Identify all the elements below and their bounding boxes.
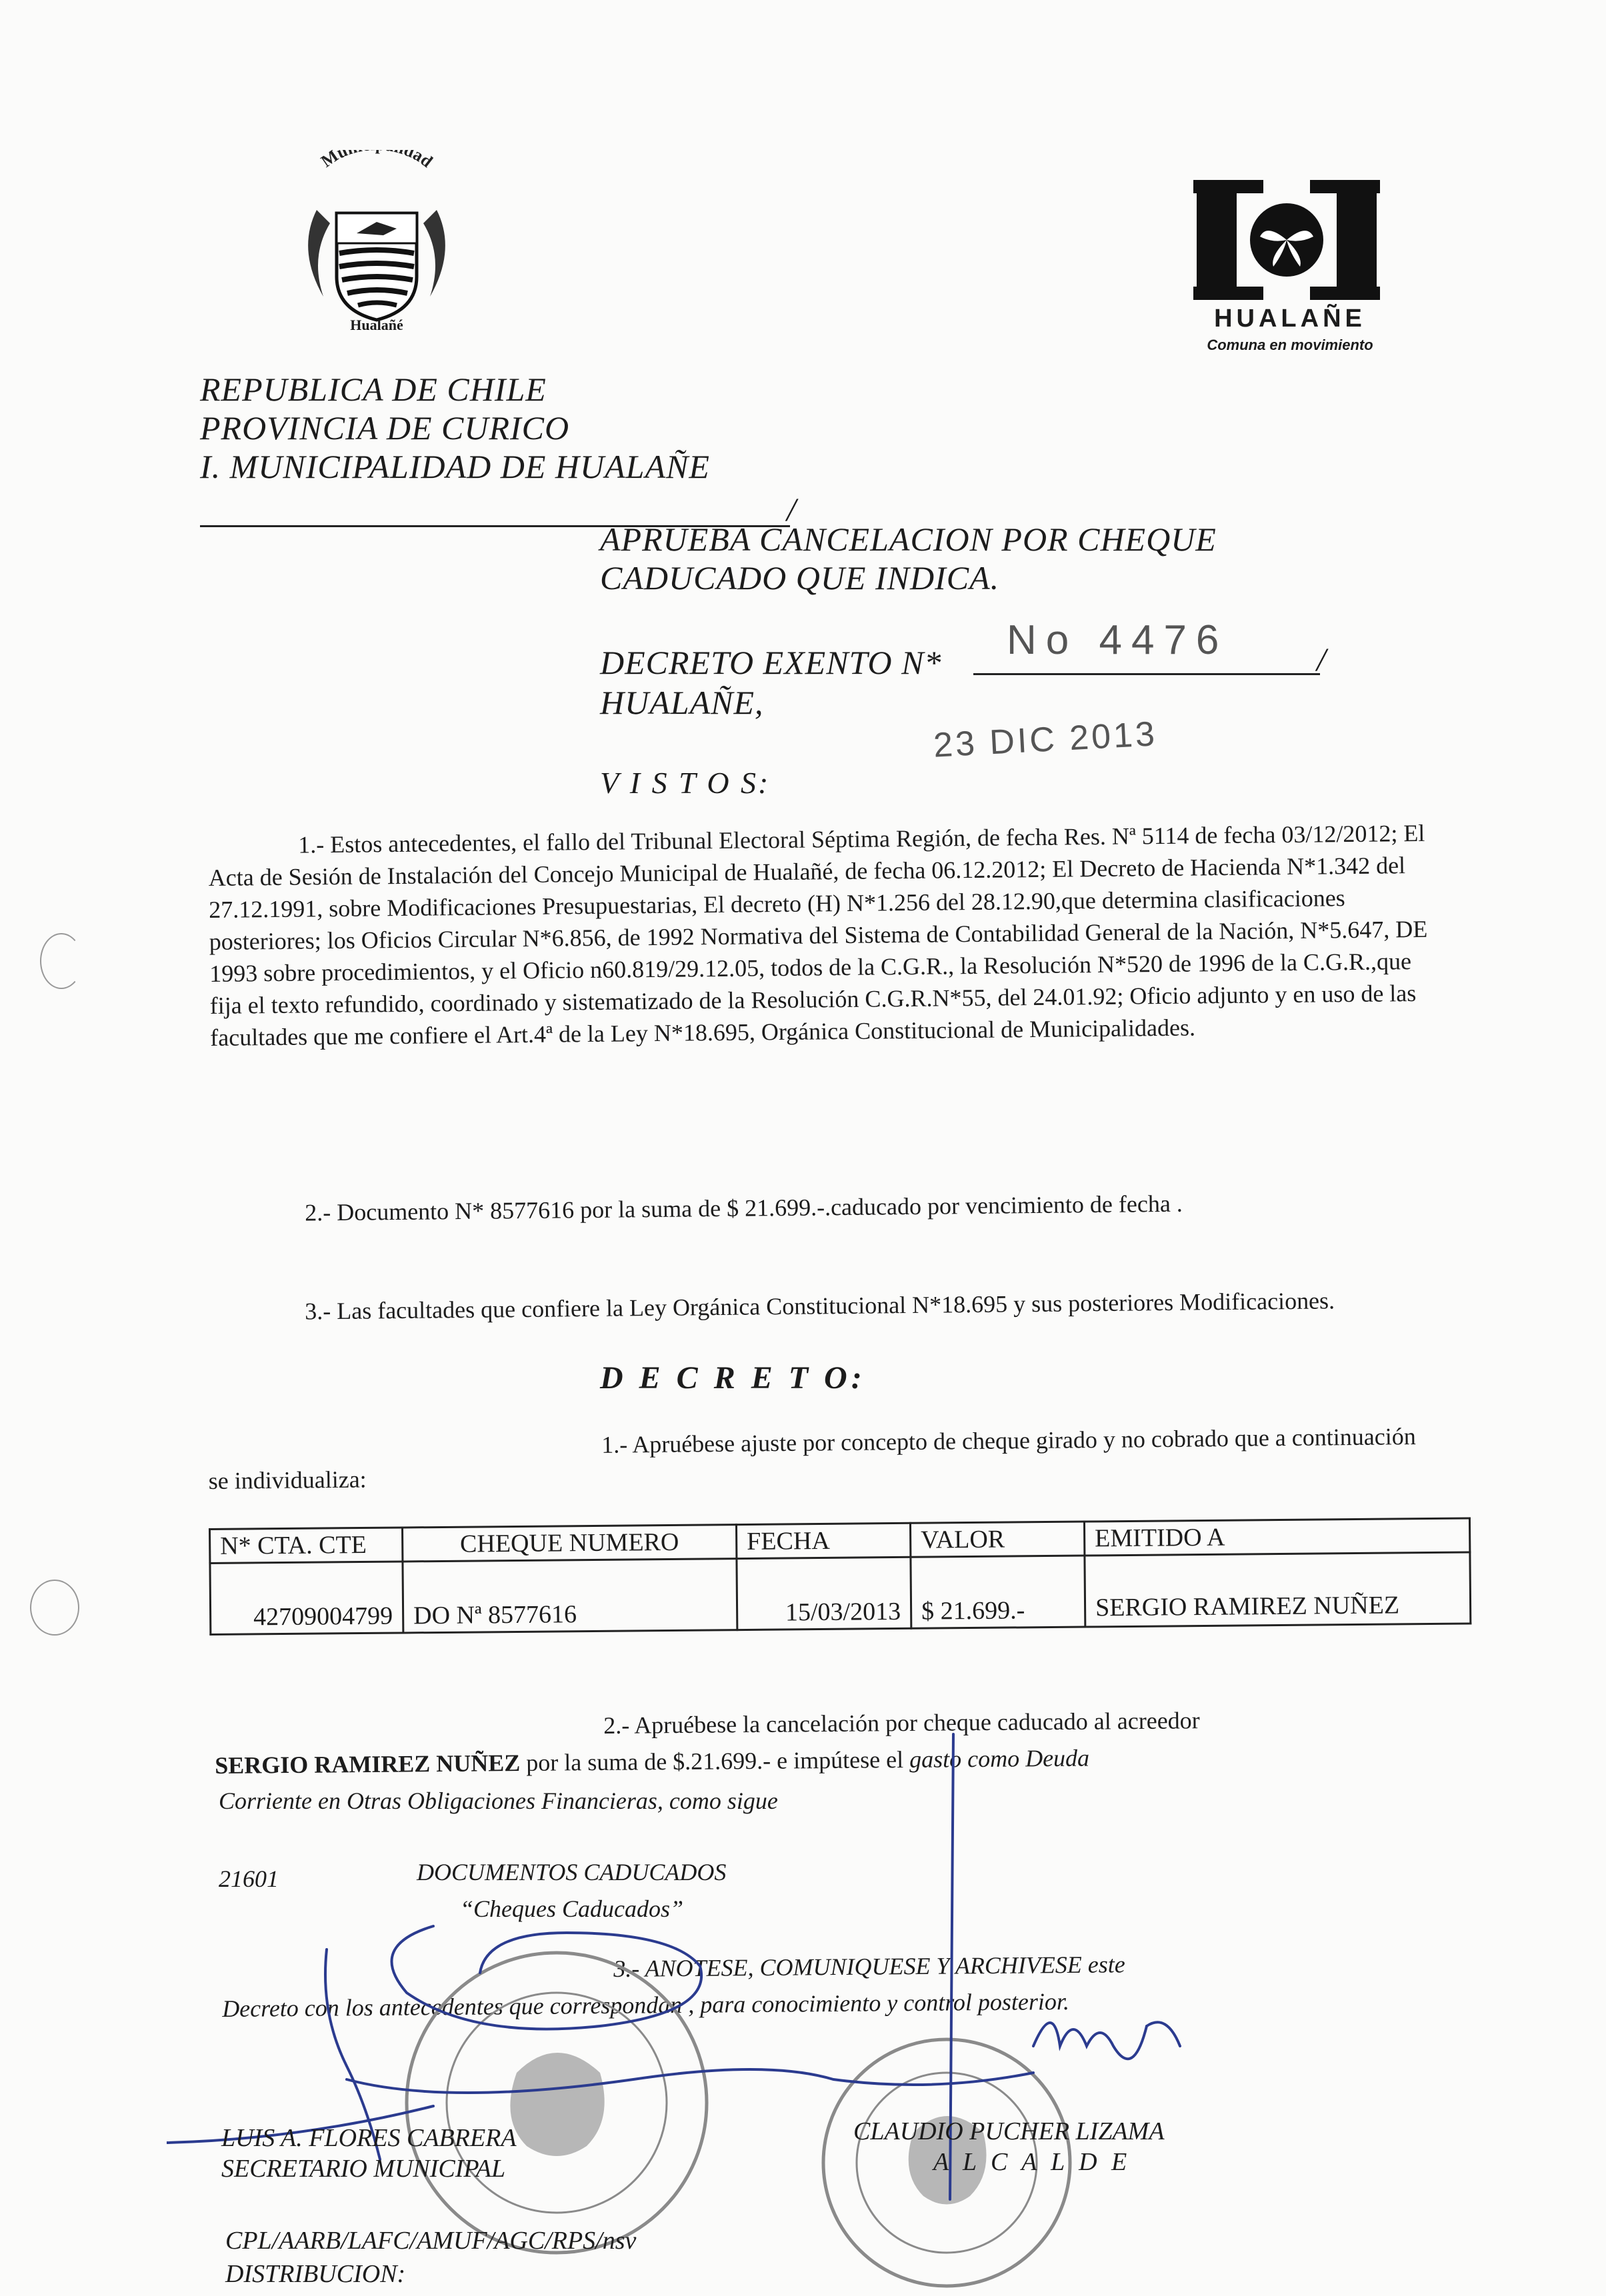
col-header-fecha: FECHA: [736, 1523, 910, 1558]
decree-date-stamp: 23 DIC 2013: [932, 714, 1159, 765]
col-header-cheque: CHEQUE NUMERO: [403, 1525, 737, 1562]
handwritten-signatures: [167, 1733, 1267, 2279]
signature-left-name: LUIS A. FLORES CABRERA: [221, 2124, 517, 2152]
cell-cheque: DO Nª 8577616: [403, 1559, 737, 1633]
decreto-item-2-intro: 2.- Apruébese la cancelación por cheque caducado al acreedor: [603, 1707, 1200, 1739]
signature-left-title: SECRETARIO MUNICIPAL: [221, 2155, 506, 2183]
logo-tagline: Comuna en movimiento: [1207, 337, 1373, 353]
vistos-item-1: 1.- Estos antecedentes, el fallo del Tribunal Electoral Séptima Región, de fecha Res. Nª 5114 de fecha 03/12/2012; El Acta de Sesión de Instalación del Concejo Municipal de Hualañé, de fecha 06.12.2012; El Decreto de Hacienda N*1.342 del 27.12.1991, sobre Modificaciones Presupuestarias, El decreto (H) N*1.256 del 28.12.90,que determina clasificaciones posteriores; los Oficios Circular N*6.856, de 1992 Normativa del Sistema de Contabilidad General de la Nación, N*5.647, DE 1993 sobre procedimientos, y el Oficio n60.819/29.12.05, todos de la C.G.R., la Resolución N*520 de 1996 de la C.G.R.,que fija el texto refundido, coordinado y sistematizado de la Resolución C.G.R.N*55, del 24.01.92; Oficio adjunto y en uso de las facultades que me confiere el Art.4ª de la Ley N*18.695, Orgánica Constitucional de Municipalidades.: [208, 819, 1428, 1051]
decree-number-stamp: No 4476: [1007, 617, 1229, 663]
header-block: [200, 370, 710, 486]
cell-valor: $ 21.699.-: [911, 1556, 1085, 1628]
crest-banner-text: Hualañé: [350, 317, 403, 333]
header-line-provincia: PROVINCIA DE CURICO: [200, 409, 570, 447]
decreto-item-2-italic1: gasto como Deuda: [909, 1744, 1090, 1773]
account-sub: “Cheques Caducados”: [460, 1895, 684, 1922]
decree-number-rule: [973, 673, 1320, 675]
signature-right-title: A L C A L D E: [933, 2148, 1131, 2176]
decreto-item-3-line2: Decreto con los antecedentes que correspondan , para conocimiento y control posterior.: [222, 1987, 1070, 2022]
vistos-heading: V I S T O S:: [600, 766, 771, 800]
decreto-item-2-rest: por la suma de $.21.699.- e impútese el: [526, 1745, 904, 1776]
logo-name: HUALAÑE: [1214, 305, 1366, 333]
decree-place: HUALAÑE,: [600, 684, 764, 721]
signature-right: [853, 2116, 1165, 2177]
decreto-heading: D E C R E T O:: [600, 1360, 866, 1396]
logo-h-icon: [1193, 177, 1387, 310]
creditor-name: SERGIO RAMIREZ NUÑEZ: [215, 1749, 521, 1779]
header-line-republica: REPUBLICA DE CHILE: [200, 371, 547, 408]
subject-line1: APRUEBA CANCELACION POR CHEQUE: [600, 521, 1217, 558]
footer-initials: CPL/AARB/LAFC/AMUF/AGC/RPS/nsv: [225, 2227, 637, 2255]
punch-hole-mark: [40, 933, 83, 989]
subject-line2: CADUCADO QUE INDICA.: [600, 559, 1000, 596]
decreto-item-3-line1: 3.- ANOTESE, COMUNIQUESE Y ARCHIVESE este: [613, 1951, 1125, 1982]
vistos-item-3: 3.- Las facultades que confiere la Ley Orgánica Constitucional N*18.695 y sus posteriores Modificaciones.: [305, 1287, 1335, 1325]
cheque-table: [209, 1517, 1471, 1636]
decree-rule-slash: /: [1317, 640, 1326, 678]
decreto-item-1: 1.- Apruébese ajuste por concepto de cheque girado y no cobrado que a continuación se individualiza:: [208, 1423, 1416, 1494]
municipal-crest: [283, 150, 470, 343]
col-header-emitido: EMITIDO A: [1084, 1518, 1469, 1556]
hualane-logo: [1193, 177, 1387, 370]
table-row: [210, 1552, 1471, 1634]
header-line-municipalidad: I. MUNICIPALIDAD DE HUALAÑE: [200, 448, 710, 485]
signature-right-name: CLAUDIO PUCHER LIZAMA: [853, 2117, 1165, 2145]
account-code: 21601: [219, 1865, 279, 1892]
header-rule-slash: /: [787, 491, 796, 528]
col-header-cta: N* CTA. CTE: [210, 1528, 403, 1564]
cell-emitido: SERGIO RAMIREZ NUÑEZ: [1085, 1552, 1471, 1627]
punch-hole-mark: [30, 1580, 79, 1636]
footer-distribution: DISTRIBUCION:: [225, 2260, 406, 2288]
cell-fecha: 15/03/2013: [737, 1557, 911, 1630]
crest-arc-text: Mu dad: [317, 150, 437, 171]
signature-left: [221, 2123, 517, 2184]
decree-label: DECRETO EXENTO N*: [600, 644, 942, 681]
subject-block: [600, 520, 1217, 597]
col-header-valor: VALOR: [910, 1522, 1084, 1557]
account-name: DOCUMENTOS CADUCADOS: [417, 1859, 727, 1885]
cell-cta: 42709004799: [210, 1562, 403, 1635]
decreto-item-2-italic2: Corriente en Otras Obligaciones Financieras, como sigue: [219, 1787, 778, 1814]
vistos-item-2: 2.- Documento N* 8577616 por la suma de $ 21.699.-.caducado por vencimiento de fecha .: [305, 1190, 1183, 1226]
